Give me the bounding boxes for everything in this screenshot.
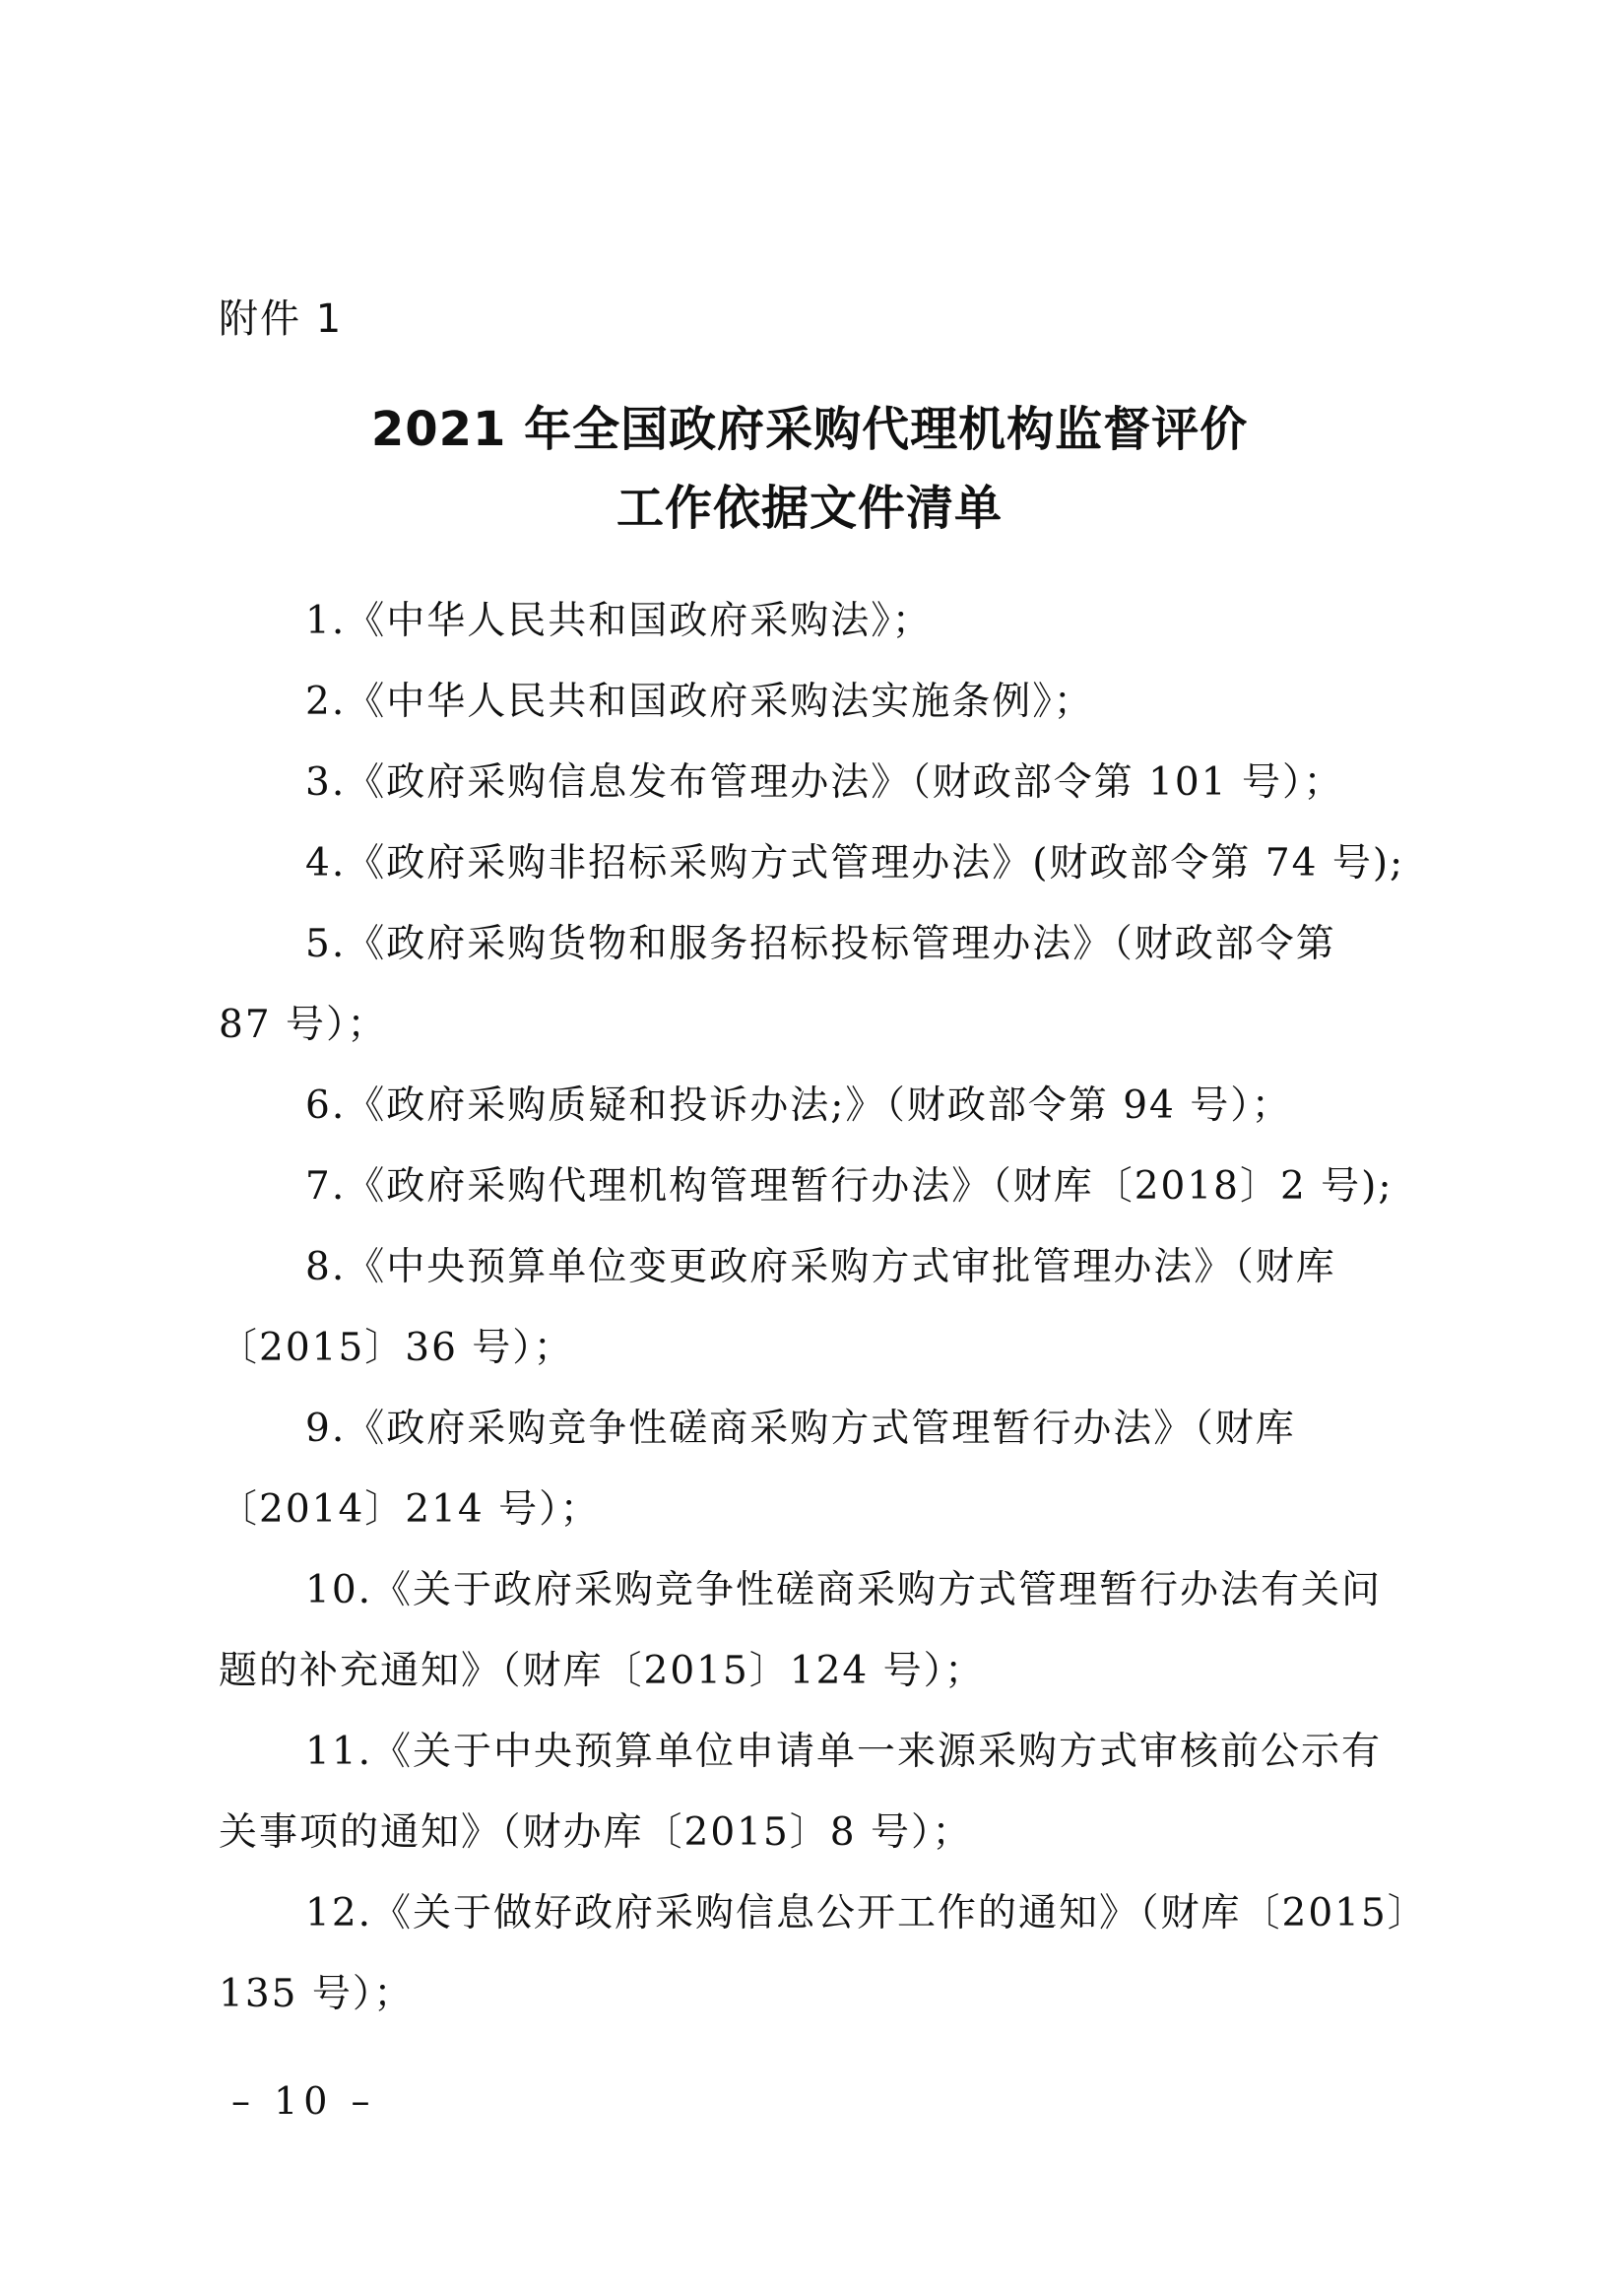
list-item-10-continued: 题的补充通知》（财库〔2015〕124 号）； bbox=[219, 1649, 986, 1693]
document-body bbox=[219, 581, 1428, 2035]
document-title-line-2: 工作依据文件清单 bbox=[616, 481, 1003, 536]
list-item-6: 6.《政府采购质疑和投诉办法;》（财政部令第 94 号）； bbox=[305, 1083, 1292, 1128]
page-number: – 10 – bbox=[231, 2079, 376, 2123]
attachment-label: 附件 1 bbox=[219, 296, 344, 342]
list-item-4: 4.《政府采购非招标采购方式管理办法》(财政部令第 74 号); bbox=[305, 841, 1405, 886]
list-item-9-continued: 〔2014〕214 号）； bbox=[219, 1487, 601, 1532]
list-item-5-continued: 87 号）； bbox=[219, 1003, 388, 1047]
list-item-7: 7.《政府采购代理机构管理暂行办法》（财库〔2018〕2 号); bbox=[305, 1164, 1394, 1209]
list-item-11-continued: 关事项的通知》（财办库〔2015〕8 号）； bbox=[219, 1810, 973, 1855]
list-item-5: 5.《政府采购货物和服务招标投标管理办法》（财政部令第 bbox=[305, 922, 1336, 966]
list-item-12: 12.《关于做好政府采购信息公开工作的通知》（财库〔2015〕 bbox=[305, 1891, 1428, 1935]
list-item-8: 8.《中央预算单位变更政府采购方式审批管理办法》（财库 bbox=[305, 1245, 1336, 1289]
list-item-8-continued: 〔2015〕36 号）； bbox=[219, 1326, 574, 1370]
list-item-11: 11.《关于中央预算单位申请单一来源采购方式审核前公示有 bbox=[305, 1730, 1383, 1774]
list-item-1: 1.《中华人民共和国政府采购法》； bbox=[305, 599, 933, 643]
list-item-2: 2.《中华人民共和国政府采购法实施条例》； bbox=[305, 680, 1094, 724]
list-item-3: 3.《政府采购信息发布管理办法》（财政部令第 101 号）； bbox=[305, 760, 1344, 805]
document-title-line-1: 2021 年全国政府采购代理机构监督评价 bbox=[370, 402, 1249, 457]
list-item-10: 10.《关于政府采购竞争性磋商采购方式管理暂行办法有关问 bbox=[305, 1568, 1383, 1612]
list-item-12-continued: 135 号）； bbox=[219, 1972, 415, 2016]
list-item-9: 9.《政府采购竞争性磋商采购方式管理暂行办法》（财库 bbox=[305, 1407, 1296, 1451]
